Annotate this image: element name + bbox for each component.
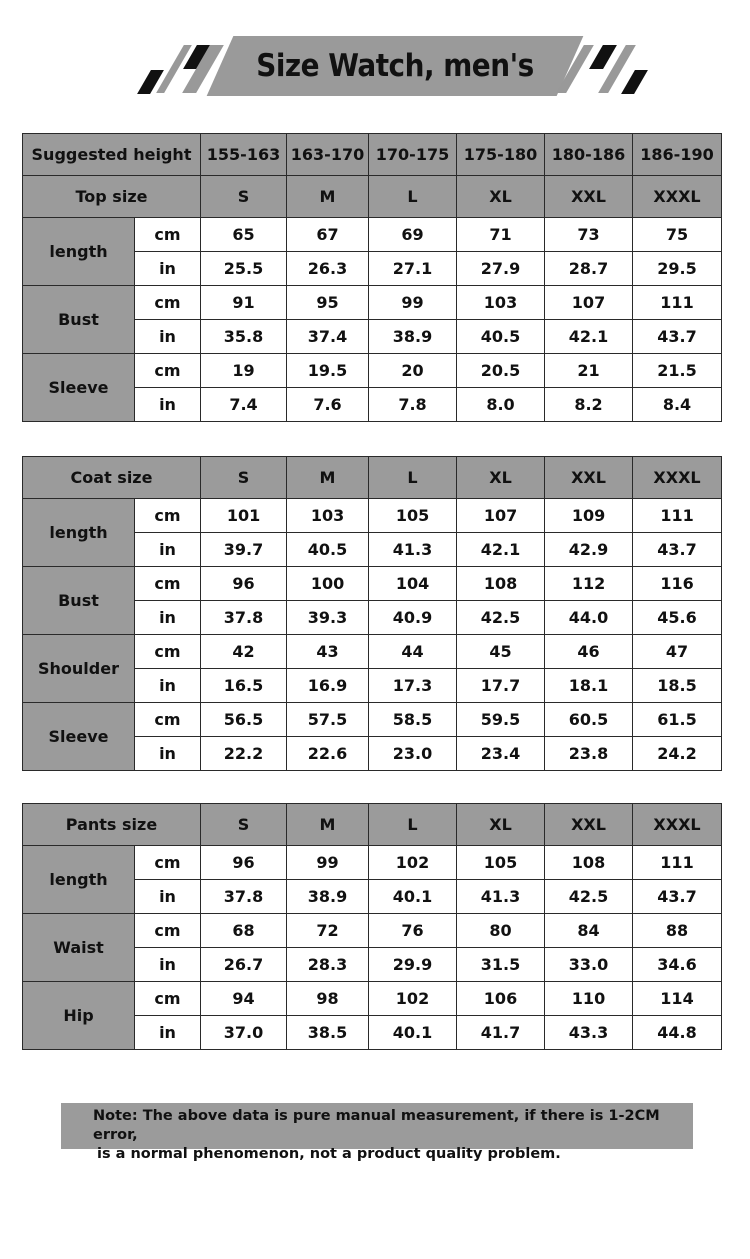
value-cell: 24.2	[633, 737, 722, 771]
note-line-1: Note: The above data is pure manual measurement, if there is 1-2CM error,	[93, 1108, 660, 1143]
size-header: XXL	[545, 804, 633, 846]
title-banner	[0, 0, 750, 110]
value-cell: 41.3	[457, 880, 545, 914]
value-cell: 7.8	[369, 388, 457, 422]
value-cell: 44.0	[545, 601, 633, 635]
value-cell: 22.6	[287, 737, 369, 771]
value-cell: 17.7	[457, 669, 545, 703]
value-cell: 99	[369, 286, 457, 320]
value-cell: 19	[201, 354, 287, 388]
height-cell: 170-175	[369, 134, 457, 176]
unit-cell: cm	[135, 218, 201, 252]
value-cell: 112	[545, 567, 633, 601]
size-header: S	[201, 457, 287, 499]
unit-cell: in	[135, 880, 201, 914]
measure-label: Bust	[23, 567, 135, 635]
value-cell: 38.9	[287, 880, 369, 914]
measure-label: length	[23, 218, 135, 286]
value-cell: 42.9	[545, 533, 633, 567]
value-cell: 16.9	[287, 669, 369, 703]
value-cell: 56.5	[201, 703, 287, 737]
value-cell: 107	[457, 499, 545, 533]
value-cell: 18.1	[545, 669, 633, 703]
size-header: L	[369, 457, 457, 499]
value-cell: 40.5	[287, 533, 369, 567]
unit-cell: cm	[135, 567, 201, 601]
unit-cell: in	[135, 601, 201, 635]
value-cell: 111	[633, 846, 722, 880]
size-header: XL	[457, 804, 545, 846]
table-row	[23, 286, 722, 320]
value-cell: 28.7	[545, 252, 633, 286]
unit-cell: cm	[135, 914, 201, 948]
value-cell: 69	[369, 218, 457, 252]
size-header: XXL	[545, 176, 633, 218]
value-cell: 108	[457, 567, 545, 601]
unit-cell: cm	[135, 499, 201, 533]
unit-cell: in	[135, 948, 201, 982]
coat-size-table	[22, 456, 722, 771]
value-cell: 67	[287, 218, 369, 252]
unit-cell: in	[135, 533, 201, 567]
value-cell: 73	[545, 218, 633, 252]
value-cell: 59.5	[457, 703, 545, 737]
value-cell: 7.6	[287, 388, 369, 422]
value-cell: 94	[201, 982, 287, 1016]
size-header-row	[23, 804, 722, 846]
value-cell: 102	[369, 982, 457, 1016]
measurement-note	[61, 1103, 693, 1162]
value-cell: 40.5	[457, 320, 545, 354]
unit-cell: in	[135, 252, 201, 286]
value-cell: 43.7	[633, 320, 722, 354]
value-cell: 47	[633, 635, 722, 669]
value-cell: 91	[201, 286, 287, 320]
size-header: M	[287, 804, 369, 846]
value-cell: 109	[545, 499, 633, 533]
value-cell: 38.5	[287, 1016, 369, 1050]
value-cell: 107	[545, 286, 633, 320]
measure-label: Bust	[23, 286, 135, 354]
value-cell: 68	[201, 914, 287, 948]
size-header: XXXL	[633, 176, 722, 218]
value-cell: 42.5	[457, 601, 545, 635]
value-cell: 8.0	[457, 388, 545, 422]
value-cell: 23.4	[457, 737, 545, 771]
value-cell: 23.0	[369, 737, 457, 771]
measure-label: Waist	[23, 914, 135, 982]
height-cell: 180-186	[545, 134, 633, 176]
value-cell: 27.9	[457, 252, 545, 286]
value-cell: 29.9	[369, 948, 457, 982]
table-row	[23, 635, 722, 669]
value-cell: 104	[369, 567, 457, 601]
table-row	[23, 499, 722, 533]
value-cell: 102	[369, 846, 457, 880]
value-cell: 26.7	[201, 948, 287, 982]
value-cell: 31.5	[457, 948, 545, 982]
value-cell: 80	[457, 914, 545, 948]
value-cell: 103	[457, 286, 545, 320]
size-header: XXXL	[633, 804, 722, 846]
value-cell: 39.7	[201, 533, 287, 567]
value-cell: 111	[633, 286, 722, 320]
value-cell: 18.5	[633, 669, 722, 703]
value-cell: 17.3	[369, 669, 457, 703]
value-cell: 65	[201, 218, 287, 252]
top-size-table	[22, 133, 722, 422]
value-cell: 75	[633, 218, 722, 252]
value-cell: 60.5	[545, 703, 633, 737]
value-cell: 42.1	[545, 320, 633, 354]
value-cell: 27.1	[369, 252, 457, 286]
value-cell: 37.0	[201, 1016, 287, 1050]
value-cell: 116	[633, 567, 722, 601]
value-cell: 8.2	[545, 388, 633, 422]
value-cell: 114	[633, 982, 722, 1016]
value-cell: 103	[287, 499, 369, 533]
table-row	[23, 703, 722, 737]
value-cell: 111	[633, 499, 722, 533]
size-header: M	[287, 176, 369, 218]
value-cell: 42.1	[457, 533, 545, 567]
suggested-height-label: Suggested height	[23, 134, 201, 176]
size-header: S	[201, 804, 287, 846]
unit-cell: cm	[135, 982, 201, 1016]
size-label: Pants size	[23, 804, 201, 846]
value-cell: 16.5	[201, 669, 287, 703]
value-cell: 96	[201, 567, 287, 601]
value-cell: 33.0	[545, 948, 633, 982]
unit-cell: in	[135, 737, 201, 771]
height-row	[23, 134, 722, 176]
value-cell: 43.3	[545, 1016, 633, 1050]
height-cell: 155-163	[201, 134, 287, 176]
unit-cell: cm	[135, 354, 201, 388]
value-cell: 40.9	[369, 601, 457, 635]
value-cell: 110	[545, 982, 633, 1016]
size-header: XXL	[545, 457, 633, 499]
value-cell: 96	[201, 846, 287, 880]
measure-label: Shoulder	[23, 635, 135, 703]
value-cell: 61.5	[633, 703, 722, 737]
size-header: S	[201, 176, 287, 218]
table-row	[23, 354, 722, 388]
table-row	[23, 567, 722, 601]
measure-label: Hip	[23, 982, 135, 1050]
table-row	[23, 982, 722, 1016]
unit-cell: in	[135, 320, 201, 354]
value-cell: 45	[457, 635, 545, 669]
value-cell: 37.8	[201, 880, 287, 914]
value-cell: 95	[287, 286, 369, 320]
value-cell: 108	[545, 846, 633, 880]
value-cell: 40.1	[369, 880, 457, 914]
value-cell: 41.3	[369, 533, 457, 567]
table-row	[23, 218, 722, 252]
value-cell: 21	[545, 354, 633, 388]
value-cell: 20.5	[457, 354, 545, 388]
size-header: L	[369, 804, 457, 846]
value-cell: 57.5	[287, 703, 369, 737]
size-header-row	[23, 176, 722, 218]
value-cell: 58.5	[369, 703, 457, 737]
decorative-stripe	[621, 70, 648, 94]
measure-label: Sleeve	[23, 703, 135, 771]
value-cell: 42.5	[545, 880, 633, 914]
value-cell: 72	[287, 914, 369, 948]
size-label: Top size	[23, 176, 201, 218]
value-cell: 42	[201, 635, 287, 669]
value-cell: 28.3	[287, 948, 369, 982]
value-cell: 37.8	[201, 601, 287, 635]
value-cell: 23.8	[545, 737, 633, 771]
note-line-2: is a normal phenomenon, not a product quality problem.	[97, 1146, 561, 1162]
height-cell: 186-190	[633, 134, 722, 176]
value-cell: 44.8	[633, 1016, 722, 1050]
value-cell: 44	[369, 635, 457, 669]
value-cell: 43	[287, 635, 369, 669]
unit-cell: in	[135, 388, 201, 422]
size-header: XL	[457, 457, 545, 499]
unit-cell: in	[135, 1016, 201, 1050]
size-header: XL	[457, 176, 545, 218]
value-cell: 38.9	[369, 320, 457, 354]
value-cell: 20	[369, 354, 457, 388]
value-cell: 26.3	[287, 252, 369, 286]
value-cell: 98	[287, 982, 369, 1016]
value-cell: 41.7	[457, 1016, 545, 1050]
value-cell: 71	[457, 218, 545, 252]
value-cell: 7.4	[201, 388, 287, 422]
value-cell: 34.6	[633, 948, 722, 982]
value-cell: 105	[369, 499, 457, 533]
measure-label: length	[23, 499, 135, 567]
value-cell: 101	[201, 499, 287, 533]
value-cell: 43.7	[633, 880, 722, 914]
value-cell: 100	[287, 567, 369, 601]
unit-cell: cm	[135, 635, 201, 669]
value-cell: 25.5	[201, 252, 287, 286]
unit-cell: cm	[135, 286, 201, 320]
value-cell: 35.8	[201, 320, 287, 354]
size-header-row	[23, 457, 722, 499]
value-cell: 99	[287, 846, 369, 880]
value-cell: 21.5	[633, 354, 722, 388]
value-cell: 88	[633, 914, 722, 948]
value-cell: 105	[457, 846, 545, 880]
height-cell: 175-180	[457, 134, 545, 176]
unit-cell: cm	[135, 846, 201, 880]
value-cell: 106	[457, 982, 545, 1016]
value-cell: 19.5	[287, 354, 369, 388]
value-cell: 40.1	[369, 1016, 457, 1050]
value-cell: 22.2	[201, 737, 287, 771]
value-cell: 8.4	[633, 388, 722, 422]
value-cell: 39.3	[287, 601, 369, 635]
value-cell: 76	[369, 914, 457, 948]
unit-cell: in	[135, 669, 201, 703]
value-cell: 46	[545, 635, 633, 669]
height-cell: 163-170	[287, 134, 369, 176]
table-row	[23, 846, 722, 880]
value-cell: 37.4	[287, 320, 369, 354]
pants-size-table	[22, 803, 722, 1050]
page-title: Size Watch, men's	[256, 48, 534, 84]
value-cell: 45.6	[633, 601, 722, 635]
size-label: Coat size	[23, 457, 201, 499]
size-header: M	[287, 457, 369, 499]
table-row	[23, 914, 722, 948]
unit-cell: cm	[135, 703, 201, 737]
value-cell: 84	[545, 914, 633, 948]
measure-label: length	[23, 846, 135, 914]
measure-label: Sleeve	[23, 354, 135, 422]
value-cell: 29.5	[633, 252, 722, 286]
size-header: XXXL	[633, 457, 722, 499]
size-header: L	[369, 176, 457, 218]
value-cell: 43.7	[633, 533, 722, 567]
